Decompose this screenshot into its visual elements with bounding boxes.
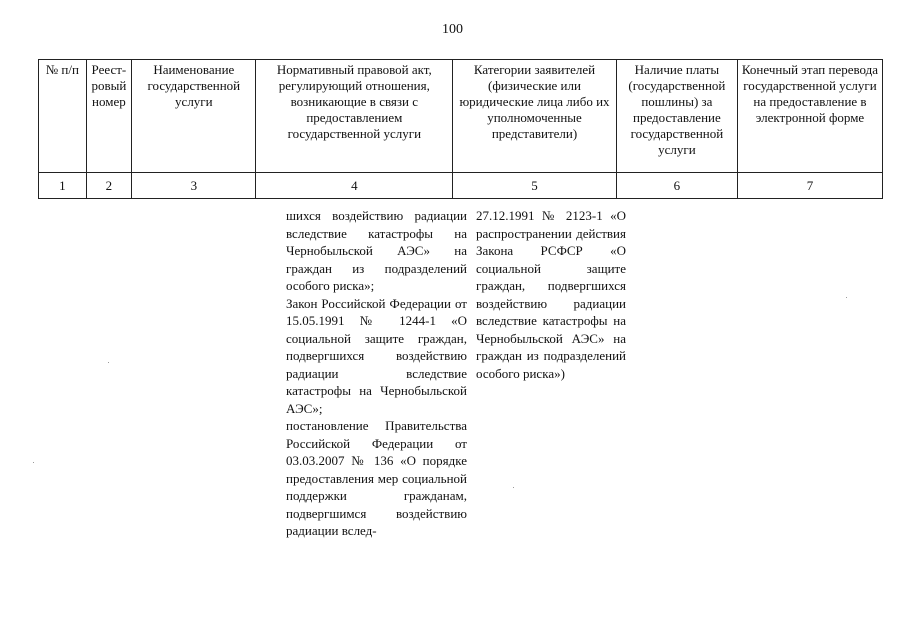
column-number: 2	[86, 173, 132, 199]
column-number: 6	[616, 173, 737, 199]
header-cell-service-name: Наименование государственной услуги	[132, 60, 256, 173]
legal-act-paragraph: постановление Правительства Российской Федерации от 03.03.2007 № 136 «О порядке предоставления мер социальной поддержки гражданам, подвергшимся воздействию радиации вслед-	[286, 418, 467, 538]
header-cell-final-stage: Конечный этап перевода государственной услуги на предоставление в электронной форме	[737, 60, 882, 173]
column-number: 5	[453, 173, 617, 199]
header-row	[39, 60, 883, 173]
header-cell-registry-number: Реест-ровый номер	[86, 60, 132, 173]
column-number: 1	[39, 173, 87, 199]
header-cell-fee: Наличие платы (государственной пошлины) за предоставление государственной услуги	[616, 60, 737, 173]
services-table	[38, 59, 883, 199]
applicant-categories-paragraph: 27.12.1991 № 2123-1 «О распространении действия Закона РСФСР «О социальной защите граждан, подвергшихся воздействию радиации вследствие катастрофы на Чернобыльской АЭС» на граждан из подразделений особого риска»)	[476, 208, 626, 381]
column-number: 3	[132, 173, 256, 199]
applicant-categories-continuation	[476, 207, 626, 382]
scan-speck	[108, 362, 109, 363]
scan-speck	[33, 462, 34, 463]
scan-speck	[846, 297, 847, 298]
header-cell-number: № п/п	[39, 60, 87, 173]
page-number: 100	[442, 22, 463, 37]
legal-act-continuation	[286, 207, 467, 540]
column-number: 7	[737, 173, 882, 199]
header-cell-legal-act: Нормативный правовой акт, регулирующий отношения, возникающие в связи с предоставлением государственной услуги	[256, 60, 453, 173]
header-cell-applicant-categories: Категории заявителей (физические или юридические лица либо их уполномоченные представители)	[453, 60, 617, 173]
legal-act-paragraph: Закон Российской Федерации от 15.05.1991 № 1244-1 «О социальной защите граждан, подвергшихся воздействию радиации вследствие катастрофы на Чернобыльской АЭС»;	[286, 295, 467, 416]
scan-speck	[513, 487, 514, 488]
column-number: 4	[256, 173, 453, 199]
column-number-row	[39, 173, 883, 199]
legal-act-paragraph: шихся воздействию радиации вследствие катастрофы на Чернобыльской АЭС» на граждан из подразделений особого риска»;	[286, 208, 467, 293]
